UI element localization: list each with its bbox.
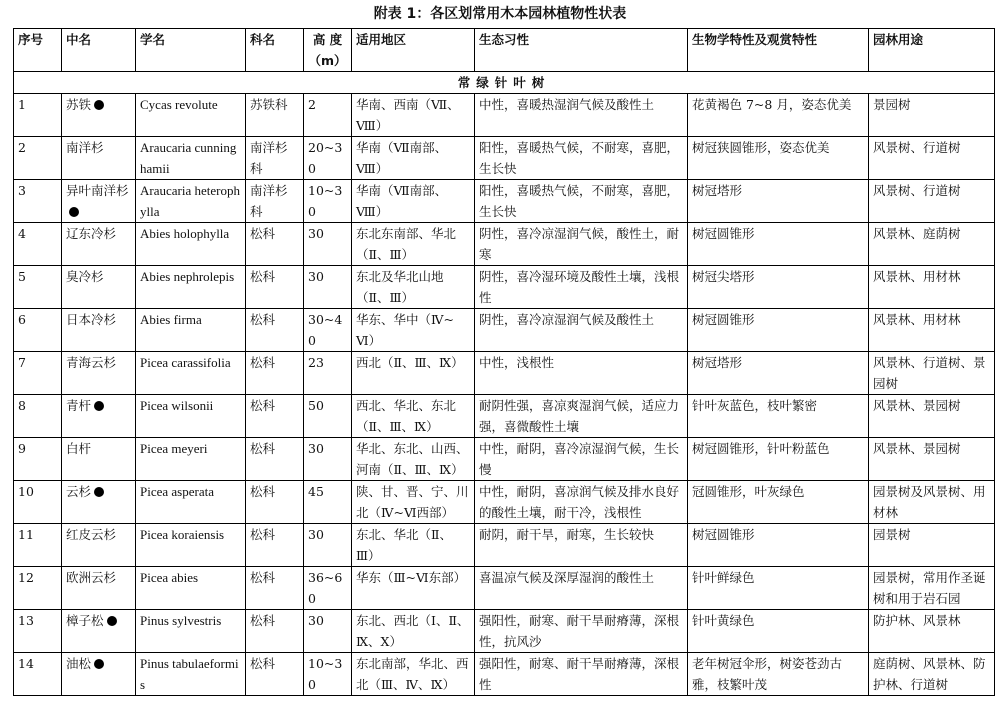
cell-traits	[688, 180, 869, 223]
cell-traits	[688, 309, 869, 352]
cell-use-text: 庭荫树、风景林、防护林、行道树	[873, 656, 986, 692]
cell-ecology-text: 喜温凉气候及深厚湿润的酸性土	[479, 570, 655, 585]
cell-family-text: 松科	[250, 355, 276, 370]
cell-family	[246, 94, 304, 137]
cell-region	[352, 653, 475, 696]
cell-chinese-name-text: 臭冷杉	[66, 269, 104, 284]
cell-scientific-name-text: Picea carassifolia	[140, 355, 231, 370]
cell-height	[304, 438, 352, 481]
cell-region-text: 东北南部，华北、西北（Ⅲ、Ⅳ、Ⅸ）	[356, 656, 469, 692]
cell-chinese-name	[62, 524, 136, 567]
plant-traits-table	[13, 28, 995, 696]
cell-ecology	[475, 94, 688, 137]
cell-ecology	[475, 395, 688, 438]
cell-no	[14, 653, 62, 696]
cell-scientific-name-text: Abies nephrolepis	[140, 269, 235, 284]
cell-family-text: 松科	[250, 398, 276, 413]
cell-scientific-name-text: Picea abies	[140, 570, 199, 585]
table-row	[14, 223, 995, 266]
cell-scientific-name-text: Abies holophylla	[140, 226, 230, 241]
cell-region	[352, 266, 475, 309]
cell-scientific-name-text: Picea koraiensis	[140, 527, 225, 542]
cell-scientific-name-text: Picea asperata	[140, 484, 214, 499]
cell-use-text: 风景林、用材林	[873, 312, 961, 327]
cell-no	[14, 438, 62, 481]
cell-use-text: 风景林、景园树	[873, 398, 961, 413]
cell-chinese-name-text: 青海云杉	[66, 355, 117, 370]
cell-use-text: 风景林、景园树	[873, 441, 961, 456]
cell-ecology	[475, 524, 688, 567]
cell-no-text: 11	[18, 527, 34, 542]
cell-use	[869, 610, 995, 653]
cell-scientific-name-text: Picea wilsonii	[140, 398, 214, 413]
cell-region	[352, 395, 475, 438]
table-row	[14, 395, 995, 438]
cell-family-text: 松科	[250, 613, 276, 628]
cell-region	[352, 309, 475, 352]
cell-family-text: 南洋杉科	[250, 140, 288, 176]
cell-region-text: 东北、华北（Ⅱ、Ⅲ）	[356, 527, 452, 563]
cell-family	[246, 223, 304, 266]
cell-height	[304, 223, 352, 266]
cell-chinese-name	[62, 137, 136, 180]
cell-traits-text: 针叶黄绿色	[692, 613, 755, 628]
col-header-family: 科名	[246, 29, 304, 72]
col-header-chinese-name: 中名	[62, 29, 136, 72]
cell-height-text: 20~30	[308, 140, 343, 176]
cell-chinese-name-text: 红皮云杉	[66, 527, 117, 542]
cell-no-text: 6	[18, 312, 26, 327]
cell-region-text: 华东、华中（Ⅳ~Ⅵ）	[356, 312, 454, 348]
cell-no-text: 14	[18, 656, 34, 671]
cell-height-text: 30	[308, 269, 324, 284]
cell-no	[14, 567, 62, 610]
section-title: 常绿针叶树	[14, 72, 995, 94]
cell-traits-text: 花黄褐色 7~8 月，姿态优美	[692, 97, 852, 112]
cell-region-text: 华南（Ⅶ南部、Ⅷ）	[356, 183, 448, 219]
cell-traits	[688, 653, 869, 696]
cell-use	[869, 395, 995, 438]
cell-use	[869, 352, 995, 395]
cell-family-text: 松科	[250, 441, 276, 456]
cell-region-text: 华南、西南（Ⅶ、Ⅷ）	[356, 97, 460, 133]
cell-family-text: 苏铁科	[250, 97, 288, 112]
cell-use	[869, 438, 995, 481]
cell-no-text: 12	[18, 570, 34, 585]
cell-ecology-text: 中性，喜暖热湿润气候及酸性土	[479, 97, 655, 112]
header-row	[14, 29, 995, 72]
cell-no	[14, 352, 62, 395]
cell-height	[304, 610, 352, 653]
cell-height	[304, 94, 352, 137]
cell-family	[246, 266, 304, 309]
black-dot-icon	[69, 207, 79, 217]
table-row	[14, 352, 995, 395]
cell-use-text: 风景林、用材林	[873, 269, 961, 284]
cell-chinese-name-text: 云杉	[66, 484, 92, 499]
cell-chinese-name	[62, 567, 136, 610]
cell-chinese-name	[62, 266, 136, 309]
cell-ecology	[475, 610, 688, 653]
cell-height-text: 36~60	[308, 570, 343, 606]
table-row	[14, 653, 995, 696]
cell-no-text: 4	[18, 226, 26, 241]
cell-traits	[688, 610, 869, 653]
cell-region	[352, 137, 475, 180]
cell-no-text: 8	[18, 398, 26, 413]
cell-use-text: 园景树	[873, 527, 911, 542]
page-title: 附表 1：各区划常用木本园林植物性状表	[373, 6, 627, 22]
cell-chinese-name-text: 异叶南洋杉	[66, 183, 129, 198]
black-dot-icon	[94, 100, 104, 110]
cell-ecology	[475, 223, 688, 266]
cell-no-text: 10	[18, 484, 34, 499]
cell-family	[246, 352, 304, 395]
cell-family	[246, 438, 304, 481]
cell-ecology	[475, 266, 688, 309]
cell-ecology-text: 中性，耐阴，喜凉润气候及排水良好的酸性土壤，耐干冷，浅根性	[479, 484, 680, 520]
cell-scientific-name	[136, 137, 246, 180]
table-row	[14, 309, 995, 352]
cell-chinese-name-text: 辽东冷杉	[66, 226, 117, 241]
cell-no	[14, 266, 62, 309]
cell-no	[14, 524, 62, 567]
cell-chinese-name-text: 日本冷杉	[66, 312, 117, 327]
cell-region-text: 东北、西北（Ⅰ、Ⅱ、Ⅸ、Ⅹ）	[356, 613, 470, 649]
table-row	[14, 438, 995, 481]
cell-traits-text: 老年树冠伞形，树姿苍劲古雅，枝繁叶茂	[692, 656, 843, 692]
cell-scientific-name	[136, 567, 246, 610]
cell-region	[352, 524, 475, 567]
cell-region	[352, 610, 475, 653]
cell-region-text: 西北、华北、东北（Ⅱ、Ⅲ、Ⅸ）	[356, 398, 457, 434]
cell-chinese-name	[62, 610, 136, 653]
black-dot-icon	[107, 616, 117, 626]
cell-no-text: 2	[18, 140, 26, 155]
cell-family-text: 松科	[250, 312, 276, 327]
cell-scientific-name-text: Pinus tabulaeformis	[140, 656, 239, 692]
cell-family-text: 松科	[250, 484, 276, 499]
cell-family-text: 松科	[250, 226, 276, 241]
cell-chinese-name	[62, 481, 136, 524]
cell-region-text: 华北、东北、山西、河南（Ⅱ、Ⅲ、Ⅸ）	[356, 441, 469, 477]
cell-chinese-name	[62, 180, 136, 223]
cell-use	[869, 266, 995, 309]
cell-traits	[688, 481, 869, 524]
cell-scientific-name-text: Araucaria cunninghamii	[140, 140, 237, 176]
cell-ecology	[475, 567, 688, 610]
cell-height-text: 30	[308, 613, 324, 628]
cell-traits	[688, 395, 869, 438]
cell-ecology	[475, 481, 688, 524]
cell-region	[352, 567, 475, 610]
cell-family	[246, 524, 304, 567]
cell-use-text: 园景树及风景树、用材林	[873, 484, 986, 520]
cell-use-text: 景园树	[873, 97, 911, 112]
cell-chinese-name	[62, 94, 136, 137]
table-row	[14, 180, 995, 223]
cell-use	[869, 180, 995, 223]
cell-traits-text: 树冠尖塔形	[692, 269, 755, 284]
cell-scientific-name	[136, 352, 246, 395]
cell-height-text: 10~30	[308, 183, 343, 219]
cell-height	[304, 180, 352, 223]
cell-no	[14, 481, 62, 524]
cell-family-text: 松科	[250, 570, 276, 585]
cell-region-text: 东北东南部、华北（Ⅱ、Ⅲ）	[356, 226, 457, 262]
cell-use-text: 风景树、行道树	[873, 140, 961, 155]
cell-region	[352, 438, 475, 481]
cell-height-text: 30	[308, 527, 324, 542]
cell-height	[304, 395, 352, 438]
cell-use	[869, 524, 995, 567]
cell-traits-text: 针叶鲜绿色	[692, 570, 755, 585]
cell-use	[869, 94, 995, 137]
cell-scientific-name-text: Araucaria heterophylla	[140, 183, 240, 219]
cell-traits	[688, 524, 869, 567]
cell-height-text: 23	[308, 355, 324, 370]
cell-no-text: 1	[18, 97, 26, 112]
cell-traits	[688, 266, 869, 309]
cell-ecology	[475, 309, 688, 352]
cell-no-text: 13	[18, 613, 34, 628]
cell-height	[304, 266, 352, 309]
cell-scientific-name	[136, 94, 246, 137]
cell-height-text: 2	[308, 97, 316, 112]
cell-ecology-text: 阳性，喜暖热气候，不耐寒，喜肥，生长快	[479, 183, 680, 219]
cell-ecology-text: 耐阴，耐干旱，耐寒，生长较快	[479, 527, 655, 542]
cell-scientific-name	[136, 223, 246, 266]
col-header-use: 园林用途	[869, 29, 995, 72]
cell-traits	[688, 137, 869, 180]
cell-traits-text: 树冠圆锥形	[692, 226, 755, 241]
cell-ecology-text: 阴性，喜冷湿环境及酸性土壤，浅根性	[479, 269, 680, 305]
cell-chinese-name-text: 苏铁	[66, 97, 92, 112]
col-header-region: 适用地区	[352, 29, 475, 72]
cell-scientific-name	[136, 180, 246, 223]
cell-height-text: 10~30	[308, 656, 343, 692]
cell-traits	[688, 567, 869, 610]
cell-use	[869, 309, 995, 352]
cell-scientific-name	[136, 266, 246, 309]
cell-traits-text: 树冠塔形	[692, 183, 743, 198]
cell-chinese-name	[62, 309, 136, 352]
cell-height	[304, 352, 352, 395]
cell-chinese-name	[62, 395, 136, 438]
table-row	[14, 524, 995, 567]
cell-family-text: 松科	[250, 656, 276, 671]
cell-traits-text: 树冠狭圆锥形，姿态优美	[692, 140, 830, 155]
cell-ecology-text: 阴性，喜冷凉湿润气候，酸性土，耐寒	[479, 226, 680, 262]
cell-region	[352, 352, 475, 395]
cell-height-text: 50	[308, 398, 324, 413]
table-row	[14, 94, 995, 137]
cell-family	[246, 180, 304, 223]
cell-scientific-name	[136, 309, 246, 352]
col-header-no: 序号	[14, 29, 62, 72]
cell-traits-text: 冠圆锥形，叶灰绿色	[692, 484, 805, 499]
cell-ecology-text: 中性，耐阴，喜冷凉湿润气候，生长慢	[479, 441, 680, 477]
black-dot-icon	[94, 401, 104, 411]
cell-ecology-text: 强阳性，耐寒、耐干旱耐瘠薄，深根性	[479, 656, 680, 692]
cell-family-text: 松科	[250, 527, 276, 542]
black-dot-icon	[94, 659, 104, 669]
cell-chinese-name-text: 欧洲云杉	[66, 570, 117, 585]
cell-use	[869, 567, 995, 610]
cell-region	[352, 223, 475, 266]
cell-ecology	[475, 352, 688, 395]
cell-scientific-name-text: Cycas revolute	[140, 97, 218, 112]
cell-traits	[688, 438, 869, 481]
cell-family	[246, 610, 304, 653]
table-row	[14, 266, 995, 309]
cell-chinese-name	[62, 352, 136, 395]
cell-family-text: 松科	[250, 269, 276, 284]
cell-family	[246, 395, 304, 438]
cell-height	[304, 567, 352, 610]
cell-no	[14, 309, 62, 352]
cell-no	[14, 137, 62, 180]
cell-region-text: 华东（Ⅲ~Ⅵ东部）	[356, 570, 467, 585]
cell-ecology-text: 阳性，喜暖热气候，不耐寒，喜肥，生长快	[479, 140, 680, 176]
cell-scientific-name-text: Picea meyeri	[140, 441, 208, 456]
cell-region-text: 西北（Ⅱ、Ⅲ、Ⅸ）	[356, 355, 464, 370]
cell-use	[869, 223, 995, 266]
cell-height-text: 30	[308, 441, 324, 456]
cell-traits	[688, 223, 869, 266]
cell-use-text: 风景林、行道树、景园树	[873, 355, 986, 391]
cell-traits	[688, 94, 869, 137]
cell-chinese-name-text: 油松	[66, 656, 92, 671]
cell-chinese-name-text: 青杆	[66, 398, 92, 413]
cell-height	[304, 309, 352, 352]
cell-chinese-name	[62, 653, 136, 696]
cell-family	[246, 137, 304, 180]
cell-traits-text: 树冠圆锥形	[692, 527, 755, 542]
cell-region-text: 华南（Ⅶ南部、Ⅷ）	[356, 140, 448, 176]
cell-no	[14, 94, 62, 137]
cell-use	[869, 481, 995, 524]
cell-family	[246, 309, 304, 352]
cell-traits-text: 树冠圆锥形，针叶粉蓝色	[692, 441, 830, 456]
cell-ecology	[475, 438, 688, 481]
cell-chinese-name-text: 南洋杉	[66, 140, 104, 155]
cell-scientific-name	[136, 610, 246, 653]
cell-family-text: 南洋杉科	[250, 183, 288, 219]
cell-no-text: 9	[18, 441, 26, 456]
cell-height-text: 30~40	[308, 312, 343, 348]
cell-scientific-name-text: Abies firma	[140, 312, 202, 327]
cell-chinese-name	[62, 438, 136, 481]
cell-height	[304, 137, 352, 180]
cell-height-text: 30	[308, 226, 324, 241]
cell-scientific-name	[136, 653, 246, 696]
cell-height-text: 45	[308, 484, 324, 499]
cell-ecology	[475, 653, 688, 696]
cell-ecology-text: 耐阴性强，喜凉爽湿润气候，适应力强，喜微酸性土壤	[479, 398, 680, 434]
cell-family	[246, 481, 304, 524]
cell-scientific-name	[136, 395, 246, 438]
cell-ecology-text: 中性，浅根性	[479, 355, 555, 370]
col-header-traits: 生物学特性及观赏特性	[688, 29, 869, 72]
cell-use	[869, 653, 995, 696]
cell-ecology	[475, 137, 688, 180]
cell-no	[14, 180, 62, 223]
col-header-height: 高 度（m）	[304, 29, 352, 72]
cell-height	[304, 481, 352, 524]
cell-no-text: 3	[18, 183, 26, 198]
cell-scientific-name-text: Pinus sylvestris	[140, 613, 222, 628]
cell-ecology-text: 阴性，喜冷凉湿润气候及酸性土	[479, 312, 655, 327]
cell-use	[869, 137, 995, 180]
cell-family	[246, 567, 304, 610]
table-row	[14, 610, 995, 653]
cell-region	[352, 180, 475, 223]
cell-no	[14, 610, 62, 653]
cell-use-text: 防护林、风景林	[873, 613, 961, 628]
cell-use-text: 风景林、庭荫树	[873, 226, 961, 241]
col-header-scientific-name: 学名	[136, 29, 246, 72]
cell-chinese-name	[62, 223, 136, 266]
cell-region	[352, 94, 475, 137]
cell-traits-text: 树冠圆锥形	[692, 312, 755, 327]
table-row	[14, 567, 995, 610]
section-row	[14, 72, 995, 94]
cell-use-text: 园景树，常用作圣诞树和用于岩石园	[873, 570, 986, 606]
cell-height	[304, 524, 352, 567]
cell-region-text: 东北及华北山地（Ⅱ、Ⅲ）	[356, 269, 444, 305]
cell-chinese-name-text: 白杆	[66, 441, 92, 456]
table-row	[14, 137, 995, 180]
cell-region	[352, 481, 475, 524]
cell-scientific-name	[136, 438, 246, 481]
cell-traits	[688, 352, 869, 395]
cell-chinese-name-text: 樟子松	[66, 613, 104, 628]
cell-no	[14, 395, 62, 438]
cell-family	[246, 653, 304, 696]
cell-no	[14, 223, 62, 266]
cell-ecology	[475, 180, 688, 223]
cell-traits-text: 针叶灰蓝色，枝叶繁密	[692, 398, 818, 413]
cell-region-text: 陕、甘、晋、宁、川北（Ⅳ~Ⅵ西部）	[356, 484, 469, 520]
col-header-ecology: 生态习性	[475, 29, 688, 72]
cell-traits-text: 树冠塔形	[692, 355, 743, 370]
cell-ecology-text: 强阳性，耐寒、耐干旱耐瘠薄，深根性，抗风沙	[479, 613, 680, 649]
cell-use-text: 风景树、行道树	[873, 183, 961, 198]
cell-no-text: 5	[18, 269, 26, 284]
cell-scientific-name	[136, 481, 246, 524]
cell-no-text: 7	[18, 355, 26, 370]
cell-height	[304, 653, 352, 696]
black-dot-icon	[94, 487, 104, 497]
cell-scientific-name	[136, 524, 246, 567]
table-row	[14, 481, 995, 524]
